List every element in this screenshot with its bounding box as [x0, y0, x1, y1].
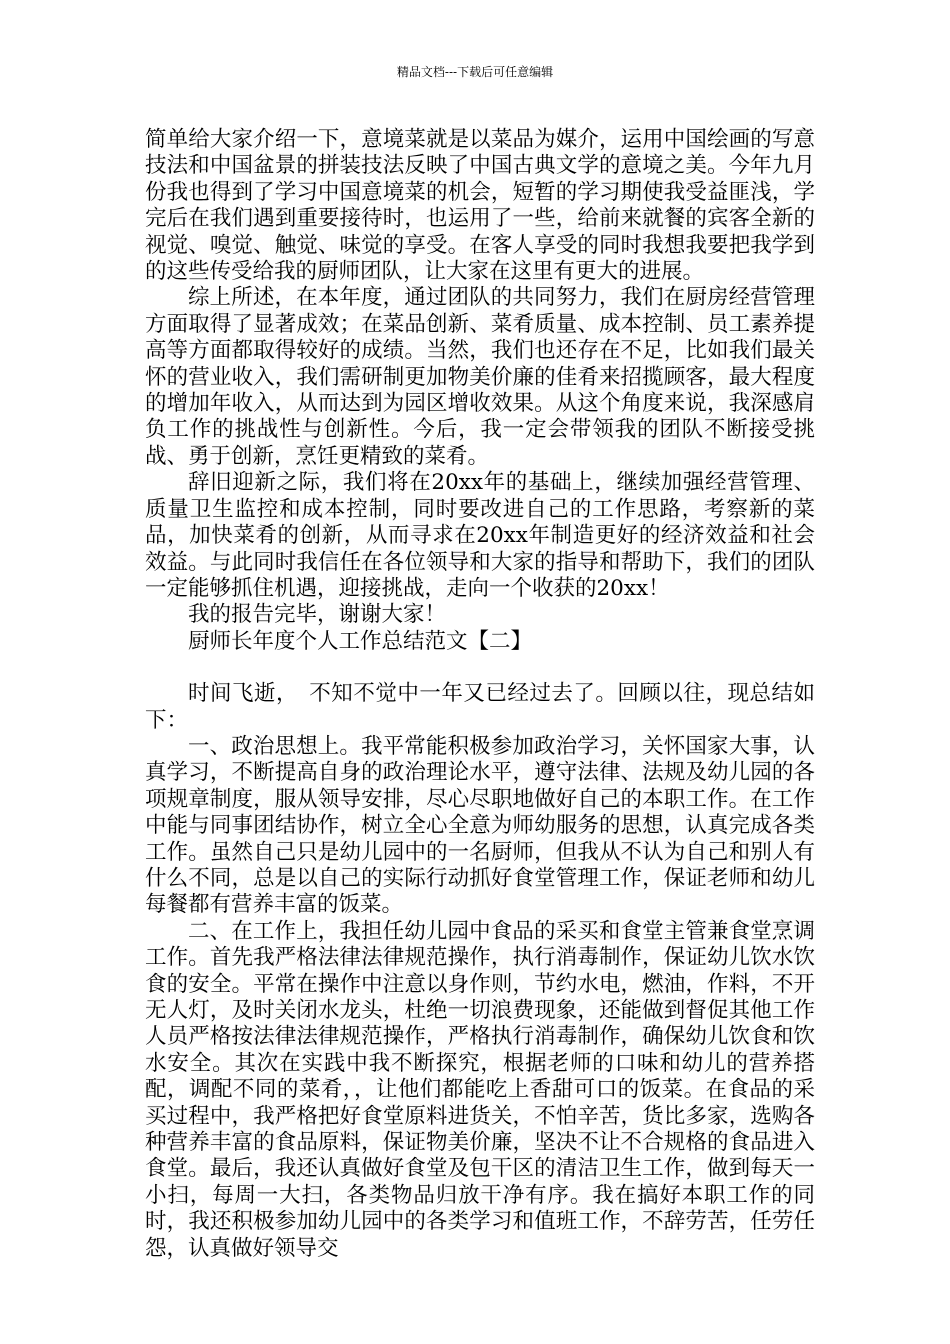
paragraph: 辞旧迎新之际，我们将在20xx年的基础上，继续加强经营管理、质量卫生监控和成本控制，同时要改进自己的工作思路，考察新的菜品，加快菜肴的创新，从而寻求在20xx年制造更好的经济效益和社会效益。与此同时我信任在各位领导和大家的指导和帮助下，我们的团队一定能够抓住机遇，迎接挑战，走向一个收获的20xx！	[145, 470, 815, 601]
paragraph: 二、在工作上，我担任幼儿园中食品的采买和食堂主管兼食堂烹调工作。首先我严格法律法律规范操作，执行消毒制作，保证幼儿饮水饮食的安全。平常在操作中注意以身作则，节约水电，燃油，作料，不开无人灯，及时关闭水龙头，杜绝一切浪费现象，还能做到督促其他工作人员严格按法律法律规范操作，严格执行消毒制作，确保幼儿饮食和饮水安全。其次在实践中我不断探究，根据老师的口味和幼儿的营养搭配，调配不同的菜肴，，让他们都能吃上香甜可口的饭菜。在食品的采买过程中，我严格把好食堂原料进货关，不怕辛苦，货比多家，选购各种营养丰富的食品原料，保证物美价廉，坚决不让不合规格的食品进入食堂。最后，我还认真做好食堂及包干区的清洁卫生工作，做到每天一小扫，每周一大扫，各类物品归放干净有序。我在搞好本职工作的同时，我还积极参加幼儿园中的各类学习和值班工作，不辞劳苦，任劳任怨，认真做好领导交	[145, 918, 815, 1261]
paragraph: 时间飞逝， 不知不觉中一年又已经过去了。回顾以往，现总结如下：	[145, 681, 815, 733]
blank-line	[145, 655, 815, 681]
section-title: 厨师长年度个人工作总结范文【二】	[188, 628, 533, 654]
paragraph: 简单给大家介绍一下，意境菜就是以菜品为媒介，运用中国绘画的写意技法和中国盆景的拼装技法反映了中国古典文学的意境之美。今年九月份我也得到了学习中国意境菜的机会，短暂的学习期使我受益匪浅，学完后在我们遇到重要接待时，也运用了一些，给前来就餐的宾客全新的视觉、嗅觉、触觉、味觉的享受。在客人享受的同时我想我要把我学到的这些传受给我的厨师团队，让大家在这里有更大的进展。	[145, 127, 815, 285]
document-body	[145, 127, 815, 1262]
paragraph: 综上所述，在本年度，通过团队的共同努力，我们在厨房经营管理方面取得了显著成效；在菜品创新、菜肴质量、成本控制、员工素养提高等方面都取得较好的成绩。当然，我们也还存在不足，比如我们最关怀的营业收入，我们需研制更加物美价廉的佳肴来招揽顾客，最大程度的增加年收入，从而达到为园区增收效果。从这个角度来说，我深感肩负工作的挑战性与创新性。今后，我一定会带领我的团队不断接受挑战、勇于创新，烹饪更精致的菜肴。	[145, 285, 815, 469]
closing-line: 我的报告完毕，谢谢大家！	[188, 602, 447, 628]
paragraph: 一、政治思想上。我平常能积极参加政治学习，关怀国家大事，认真学习，不断提高自身的政治理论水平，遵守法律、法规及幼儿园的各项规章制度，服从领导安排，尽心尽职地做好自己的本职工作。在工作中能与同事团结协作，树立全心全意为师幼服务的思想，认真完成各类工作。虽然自己只是幼儿园中的一名厨师，但我从不认为自己和别人有什么不同，总是以自己的实际行动抓好食堂管理工作，保证老师和幼儿每餐都有营养丰富的饭菜。	[145, 733, 815, 918]
page-header: 精品文档---下载后可任意编辑	[396, 65, 554, 79]
